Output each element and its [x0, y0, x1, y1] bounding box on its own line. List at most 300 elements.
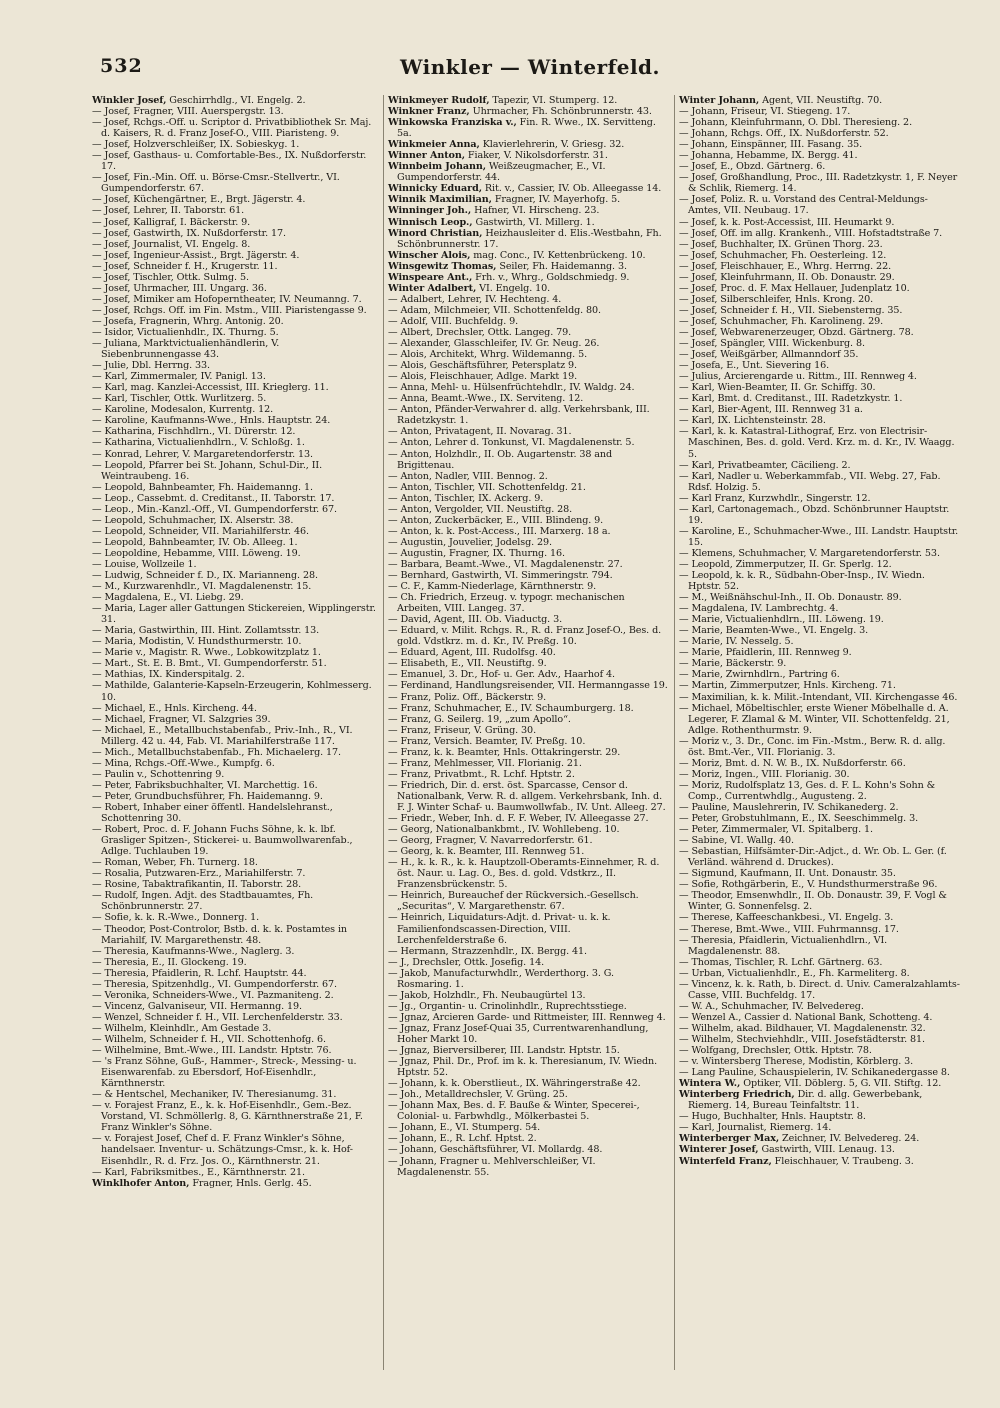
entry-details: — Josef, Gastwirth, IX. Nußdorferstr. 17.	[92, 227, 286, 239]
entry-details: — Eduard, v. Milit. Rchgs. R., R. d. Franz Josef-O., Bes. d. gold. Vdstkrz. m. d. Kr., IV. Preßg. 10.	[388, 625, 662, 648]
entry-details: — Wolfgang, Drechsler, Ottk. Hptstr. 78.	[679, 1045, 872, 1057]
directory-entry	[679, 272, 960, 283]
directory-entry	[679, 879, 960, 890]
entry-details: — Theodor, Post-Controlor, Bstb. d. k. k. Postamtes in Mariahilf, IV. Margarethenstr. 48.	[92, 923, 347, 946]
directory-entry	[92, 824, 378, 857]
directory-entry	[92, 625, 378, 636]
entry-details: — Josef, Kleinfuhrmann, II. Ob. Donaustr. 29.	[679, 271, 895, 283]
entry-details: — Isidor, Victualienhdlr., IX. Thurng. 5.	[92, 326, 279, 338]
entry-details: — Barbara, Beamt.-Wwe., VI. Magdalenenstr. 27.	[388, 558, 623, 570]
directory-entry	[92, 658, 378, 669]
entry-details: Fleischhauer, V. Traubeng. 3.	[774, 1155, 914, 1167]
directory-entry	[92, 791, 378, 802]
entry-details: — Josef, Off. im allg. Krankenh., VIII. Hofstadtstraße 7.	[679, 227, 943, 239]
directory-entry	[388, 360, 669, 371]
entry-details: — Josef, Schuhmacher, Fh. Oesterleing. 12.	[679, 249, 887, 261]
directory-entry	[679, 95, 960, 106]
directory-entry	[679, 150, 960, 161]
entry-details: — Emanuel, 3. Dr., Hof- u. Ger. Adv., Haarhof 4.	[388, 669, 615, 681]
running-title: Winkler — Winterfeld.	[399, 55, 660, 79]
entry-details: — Josef, Uhrmacher, III. Ungarg. 36.	[92, 282, 267, 294]
directory-entry	[388, 382, 669, 393]
entry-details: — v. Wintersberg Therese, Modistin, Körblerg. 3.	[679, 1056, 914, 1068]
directory-entry	[679, 680, 960, 691]
directory-entry	[92, 1001, 378, 1012]
entry-details: — Josef, Schuhmacher, Fh. Karolineng. 29.	[679, 315, 884, 327]
directory-entry	[679, 703, 960, 736]
entry-details: — M., Kurzwarenhdlr., VI. Magdalenenstr. 15.	[92, 581, 312, 593]
directory-entry	[388, 625, 669, 647]
directory-entry	[388, 327, 669, 338]
directory-entry	[92, 890, 378, 912]
directory-entry	[92, 1133, 378, 1166]
directory-entry	[92, 979, 378, 990]
directory-entry	[388, 106, 669, 117]
entry-details: — Mina, Rchgs.-Off.-Wwe., Kumpfg. 6.	[92, 757, 275, 769]
directory-entry	[388, 272, 669, 283]
entry-details: — Urban, Victualienhdlr., E., Fh. Karmeliterg. 8.	[679, 967, 910, 979]
entry-details: — Karl, Nadler u. Weberkammfab., VII. Webg. 27, Fab. Rdsf. Holzig. 5.	[679, 470, 941, 493]
directory-entry	[679, 283, 960, 294]
entry-details: — Joh., Metalldrechsler, V. Grüng. 25.	[388, 1089, 568, 1101]
entry-details: — Maria, Gastwirthin, III. Hint. Zollamtsstr. 13.	[92, 625, 320, 637]
entry-details: Heizhausleiter d. Elis.-Westbahn, Fh. Schönbrunnerstr. 17.	[397, 227, 662, 250]
directory-entry	[679, 1067, 960, 1078]
entry-surname: Winter Adalbert,	[388, 282, 477, 294]
entry-details: — J., Drechsler, Ottk. Josefig. 14.	[388, 956, 545, 968]
entry-details: — Jgnaz, Arcieren Garde- und Rittmeister, III. Rennweg 4.	[388, 1011, 666, 1023]
entry-details: — C. F., Kamm-Niederlage, Kärnthnerstr. 9.	[388, 581, 597, 593]
entry-surname: Winterberg Friedrich,	[679, 1089, 795, 1101]
directory-entry	[92, 95, 378, 106]
entry-details: — Franz, Privatbmt., R. Lchf. Hptstr. 2.	[388, 768, 575, 780]
entry-surname: Winord Christian,	[388, 227, 483, 239]
directory-entry	[679, 172, 960, 194]
entry-details: — Johann, Kleinfuhrmann, O. Dbl. Theresieng. 2.	[679, 117, 913, 129]
directory-entry	[388, 139, 669, 150]
directory-entry	[92, 228, 378, 239]
directory-entry	[679, 305, 960, 316]
directory-entry	[388, 736, 669, 747]
entry-details: — Theodor, Emsenwhdlr., II. Ob. Donaustr. 39, F. Vogl & Winter, G. Sonnenfelsg. 2.	[679, 890, 947, 913]
directory-entry	[92, 515, 378, 526]
entry-details: — Sigmund, Kaufmann, II. Unt. Donaustr. 35.	[679, 868, 896, 880]
directory-entry	[388, 504, 669, 515]
directory-entry	[679, 426, 960, 459]
directory-entry	[92, 360, 378, 371]
entry-details: — Karl Franz, Kurzwhdlr., Singerstr. 12.	[679, 492, 871, 504]
directory-entry	[92, 217, 378, 228]
entry-surname: Winnicky Eduard,	[388, 183, 482, 195]
entry-details: — Rudolf, Ingen. Adjt. des Stadtbauamtes, Fh. Schönbrunnerstr. 27.	[92, 890, 314, 913]
entry-details: — Theresia, E., II. Glockeng. 19.	[92, 956, 247, 968]
directory-entry	[388, 371, 669, 382]
entry-details: — Karl, mag. Kanzlei-Accessist, III. Kriegłerg. 11.	[92, 382, 329, 394]
page-header	[100, 55, 960, 85]
entry-details: — Wilhelm, akad. Bildhauer, VI. Magdalenenstr. 32.	[679, 1022, 926, 1034]
directory-entry	[92, 250, 378, 261]
directory-entry	[679, 471, 960, 493]
entry-details: — Josef, k. k. Post-Accessist, III. Heumarkt 9.	[679, 216, 895, 228]
directory-entry	[679, 1111, 960, 1122]
directory-entry	[388, 493, 669, 504]
entry-details: — Moriz, Rudolfsplatz 13, Ges. d. F. L. Kohn's Sohn & Comp., Currentwhdlg., Augusteng. 2.	[679, 779, 936, 802]
directory-entry	[92, 714, 378, 725]
directory-entry	[388, 857, 669, 890]
entry-details: — Albert, Drechsler, Ottk. Langeg. 79.	[388, 326, 572, 338]
entry-details: — Karl, Tischler, Ottk. Wurlitzerg. 5.	[92, 393, 267, 405]
entry-surname: Winkmeyer Rudolf,	[388, 95, 490, 106]
directory-entry	[92, 636, 378, 647]
entry-details: — Eduard, Agent, III. Rudolfsg. 40.	[388, 647, 556, 659]
directory-entry	[388, 117, 669, 139]
entry-details: — Thomas, Tischler, R. Lchf. Gärtnerg. 63.	[679, 956, 883, 968]
entry-details: — Ch. Friedrich, Erzeug. v. typogr. mechanischen Arbeiten, VIII. Langeg. 37.	[388, 592, 625, 615]
directory-entry	[679, 548, 960, 559]
directory-entry	[388, 846, 669, 857]
directory-entry	[92, 316, 378, 327]
directory-entry	[388, 725, 669, 736]
entry-details: — Wilhelm, Stechviehhdlr., VIII. Josefstädterstr. 81.	[679, 1033, 925, 1045]
entry-details: — Julius, Arcierengarde u. Rittm., III. Rennweg 4.	[679, 371, 917, 383]
directory-entry	[92, 305, 378, 316]
entry-details: — Marie, Pfaidlerin, III. Rennweg 9.	[679, 647, 852, 659]
entry-details: — Johann, Einspänner, III. Fasang. 35.	[679, 139, 863, 151]
directory-entry	[92, 482, 378, 493]
entry-details: — Konrad, Lehrer, V. Margaretendorferstr. 13.	[92, 448, 313, 460]
entry-details: — Mathilde, Galanterie-Kapseln-Erzeugerin, Kohlmesserg. 10.	[92, 680, 372, 703]
directory-entry	[92, 382, 378, 393]
entry-details: — Josef, Küchengärtner, E., Brgt. Jägerstr. 4.	[92, 194, 306, 206]
directory-entry	[388, 250, 669, 261]
directory-entry	[679, 1156, 960, 1167]
directory-entry	[388, 559, 669, 570]
directory-entry	[388, 150, 669, 161]
directory-entry	[388, 692, 669, 703]
directory-entry	[388, 426, 669, 437]
entry-details: — Theresia, Pfaidlerin, Victualienhdlrn., VI. Magdalenenstr. 88.	[679, 934, 888, 957]
entry-details: — Hugo, Buchhalter, Hnls. Hauptstr. 8.	[679, 1111, 866, 1123]
entry-details: — Theresia, Spitzenhdlg., VI. Gumpendorferstr. 67.	[92, 978, 337, 990]
entry-details: — Josef, Schneider f. H., VII. Siebensterng. 35.	[679, 304, 903, 316]
entry-details: — Karl, Journalist, Riemerg. 14.	[679, 1122, 832, 1134]
entry-details: Agent, VII. Neustiftg. 70.	[762, 95, 883, 106]
entry-details: — Peter, Grobstuhlmann, E., IX. Seeschimmelg. 3.	[679, 813, 919, 825]
directory-entry	[92, 946, 378, 957]
entry-details: — Karoline, E., Schuhmacher-Wwe., III. Landstr. Hauptstr. 15.	[679, 525, 959, 548]
entry-details: — Josef, E., Obzd. Gärtnerg. 6.	[679, 161, 826, 173]
entry-details: — Heinrich, Liquidaturs-Adjt. d. Privat- u. k. k. Familienfondscassen-Direction, VIII. Lerchenfelderstraße 6.	[388, 912, 611, 946]
entry-details: — Johann, Fragner u. Mehlverschleißer, VI. Magdalenenstr. 55.	[388, 1155, 596, 1178]
directory-entry	[388, 283, 669, 294]
directory-entry	[92, 1012, 378, 1023]
entry-surname: Winninger Joh.,	[388, 205, 472, 217]
entry-details: Rit. v., Cassier, IV. Ob. Alleegasse 14.	[484, 183, 662, 195]
directory-entry	[679, 824, 960, 835]
entry-details: Hafner, VI. Hirscheng. 23.	[474, 205, 600, 217]
entry-details: — Franz, Schuhmacher, E., IV. Schaumburgerg. 18.	[388, 702, 634, 714]
entry-details: Fiaker, V. Nikolsdorferstr. 31.	[467, 150, 608, 162]
directory-entry	[679, 1122, 960, 1133]
directory-entry	[92, 1167, 378, 1178]
entry-details: — Peter, Zimmermaler, VI. Spitalberg. 1.	[679, 824, 873, 836]
entry-details: — Peter, Grundbuchsführer, Fh. Haidemanng. 9.	[92, 790, 323, 802]
entry-surname: Winscher Alois,	[388, 249, 471, 261]
entry-details: — Moriz, Ingen., VIII. Florianig. 30.	[679, 768, 850, 780]
directory-entry	[388, 813, 669, 824]
directory-entry	[92, 504, 378, 515]
directory-entry	[92, 205, 378, 216]
directory-entry	[388, 482, 669, 493]
entry-details: — Rosalia, Putzwaren-Erz., Mariahilferstr. 7.	[92, 868, 306, 880]
directory-entry	[92, 261, 378, 272]
directory-entry	[388, 404, 669, 426]
entry-details: — Marie, Victualienhdlrn., III. Löweng. 19.	[679, 614, 884, 626]
entry-details: — Franz, G. Seilerg. 19, „zum Apollo“.	[388, 713, 571, 725]
directory-entry	[92, 1056, 378, 1089]
directory-entry	[92, 968, 378, 979]
entry-details: — Michael, Möbeltischler, erste Wiener Möbelhalle d. A. Legerer, F. Zlamal & M. Winter, VII. Schottenfeldg. 21, Adlge. Rothenthurmstr. 9.	[679, 702, 950, 736]
entry-details: — David, Agent, III. Ob. Viaductg. 3.	[388, 614, 563, 626]
directory-entry	[679, 504, 960, 526]
directory-entry	[679, 1133, 960, 1144]
entry-details: — Augustin, Jouvelier, Jodelsg. 29.	[388, 536, 552, 548]
directory-entry	[679, 592, 960, 603]
directory-entry	[388, 780, 669, 813]
directory-entry	[388, 769, 669, 780]
entry-surname: Wintera W.,	[679, 1078, 741, 1090]
directory-entry	[679, 669, 960, 680]
entry-details: — Josef, Fragner, VIII. Auerspergstr. 13.	[92, 106, 284, 118]
directory-entry	[388, 946, 669, 957]
entry-details: Weißzeugmacher, E., VI. Gumpendorferstr. 44.	[397, 161, 606, 184]
directory-entry	[92, 924, 378, 946]
entry-details: — Marie v., Magistr. R. Wwe., Lobkowitzplatz 1.	[92, 647, 321, 659]
entry-surname: Winkler Josef,	[92, 95, 167, 106]
entry-details: — Peter, Fabriksbuchhalter, VI. Marchettig. 16.	[92, 779, 318, 791]
directory-entry	[92, 338, 378, 360]
entry-details: — Leopold, Bahnbeamter, IV. Ob. Alleeg. 1.	[92, 536, 298, 548]
directory-entry	[679, 1089, 960, 1111]
entry-details: — Jg., Organtin- u. Crinolinhdlr., Ruprechtsstiege.	[388, 1000, 627, 1012]
directory-entry	[92, 449, 378, 460]
directory-entry	[679, 217, 960, 228]
directory-entry	[388, 703, 669, 714]
entry-details: — Magdalena, IV. Lambrechtg. 4.	[679, 603, 839, 615]
directory-entry	[679, 1144, 960, 1155]
entry-details: — Josef, Proc. d. F. Max Hellauer, Judenplatz 10.	[679, 282, 910, 294]
directory-entry	[388, 316, 669, 327]
entry-details: — Josef, Webwarenerzeuger, Obzd. Gärtnerg. 78.	[679, 326, 914, 338]
entry-details: Geschirrhdlg., VI. Engelg. 2.	[169, 95, 306, 106]
entry-details: — Anton, k. k. Post-Access., III. Marxerg. 18 a.	[388, 525, 611, 537]
entry-details: — Adolf, VIII. Buchfeldg. 9.	[388, 315, 519, 327]
entry-details: — Josef, Buchhalter, IX. Grünen Thorg. 23.	[679, 238, 883, 250]
entry-details: — v. Forajest Josef, Chef d. F. Franz Winkler's Söhne, handelsaer. Inventur- u. Schätzungs-Cmsr., k. k. Hof-Eisenhdlr., R. d. Frz. Jos. O., Kärnthnerstr. 21.	[92, 1133, 353, 1167]
directory-entry	[679, 780, 960, 802]
entry-details: — Leop., Min.-Kanzl.-Off., VI. Gumpendorferstr. 67.	[92, 503, 338, 515]
directory-entry	[679, 614, 960, 625]
entry-details: Fin. R. Wwe., IX. Servitteng. 5a.	[397, 117, 656, 140]
directory-entry	[92, 283, 378, 294]
directory-entry	[92, 1034, 378, 1045]
entry-details: — Friedrich, Dir. d. erst. öst. Sparcasse, Censor d. Nationalbank, Verw. R. d. allgem. Verkehrsbank, Inh. d. F. J. Winter Schaf- u. Baumwollwfab., IV. Unt. Alleeg. 27.	[388, 779, 666, 813]
directory-entry	[679, 758, 960, 769]
directory-entry	[92, 294, 378, 305]
entry-details: Zeichner, IV. Belvedereg. 24.	[782, 1133, 920, 1145]
entry-details: — Wenzel, Schneider f. H., VII. Lerchenfelderstr. 33.	[92, 1011, 343, 1023]
directory-entry	[388, 305, 669, 316]
directory-entry	[679, 239, 960, 250]
entry-details: — Vincenz, Galvaniseur, VII. Hermanng. 19.	[92, 1000, 302, 1012]
entry-details: — Therese, Bmt.-Wwe., VIII. Fuhrmannsg. 17.	[679, 923, 899, 935]
directory-entry	[388, 548, 669, 559]
directory-entry	[92, 603, 378, 625]
entry-details: — Lang Pauline, Schauspielerin, IV. Schikanedergasse 8.	[679, 1067, 950, 1079]
entry-details: — Josef, Rchgs. Off. im Fin. Mstm., VIII. Piaristengasse 9.	[92, 304, 367, 316]
directory-entry	[92, 404, 378, 415]
directory-entry	[679, 736, 960, 758]
entry-details: — Klemens, Schuhmacher, V. Margaretendorferstr. 53.	[679, 547, 940, 559]
entry-details: — Marie, Zwirnhdlrn., Partring 6.	[679, 669, 840, 681]
directory-entry	[388, 1056, 669, 1078]
entry-details: — Franz, Versich. Beamter, IV. Preßg. 10.	[388, 735, 586, 747]
directory-entry	[679, 769, 960, 780]
directory-entry	[92, 647, 378, 658]
directory-entry	[92, 957, 378, 968]
entry-details: — Josef, Poliz. R. u. Vorstand des Central-Meldungs-Amtes, VII. Neubaug. 17.	[679, 194, 928, 217]
entry-details: — Maria, Lager aller Gattungen Stickereien, Wipplingerstr. 31.	[92, 603, 376, 626]
entry-details: — Jakob, Holzhdlr., Fh. Neubaugürtel 13.	[388, 989, 586, 1001]
directory-entry	[679, 559, 960, 570]
entry-details: — Josef, Mimiker am Hofoperntheater, IV. Neumanng. 7.	[92, 293, 362, 305]
directory-entry	[92, 868, 378, 879]
entry-details: — Jgnaz, Franz Josef-Quai 35, Currentwarenhandlung, Hoher Markt 10.	[388, 1022, 649, 1045]
directory-entry	[388, 217, 669, 228]
entry-details: — Leopold, Pfarrer bei St. Johann, Schul-Dir., II. Weintraubeng. 16.	[92, 459, 323, 482]
directory-entry	[679, 692, 960, 703]
directory-entry	[679, 194, 960, 216]
directory-entry	[388, 581, 669, 592]
entry-details: Seiler, Fh. Haidemanng. 3.	[499, 260, 627, 272]
directory-entry	[679, 658, 960, 669]
entry-details: — Heinrich, Bureauchef der Rückversich.-Gesellsch. „Securitas“, V. Margarethenstr. 67.	[388, 890, 639, 913]
entry-details: — Anton, Pfänder-Verwahrer d. allg. Verkehrsbank, III. Radetzkystr. 1.	[388, 404, 650, 427]
entry-details: — Josef, Journalist, VI. Engelg. 8.	[92, 238, 251, 250]
entry-details: — & Hentschel, Mechaniker, IV. Theresianumg. 31.	[92, 1089, 337, 1101]
directory-entry	[92, 581, 378, 592]
directory-entry	[679, 846, 960, 868]
entry-surname: Winterer Josef,	[679, 1144, 759, 1156]
entry-details: — Michael, E., Metallbuchstabenfab., Priv.-Inh., R., VI. Millerg. 42 u. 44, Fab. VI. Mariahilferstraße 117.	[92, 724, 353, 747]
directory-entry	[388, 228, 669, 250]
entry-details: — Marie, Beamten-Wwe., VI. Engelg. 3.	[679, 625, 869, 637]
directory-entry	[388, 592, 669, 614]
directory-entry	[92, 592, 378, 603]
entry-details: — Mathias, IX. Kinderspitalg. 2.	[92, 669, 245, 681]
directory-entry	[92, 371, 378, 382]
directory-entry	[388, 714, 669, 725]
entry-details: Gastwirth, VIII. Lenaug. 13.	[761, 1144, 895, 1156]
entry-details: Frh. v., Whrg., Goldschmiedg. 9.	[475, 271, 630, 283]
directory-entry	[388, 835, 669, 846]
directory-entry	[388, 890, 669, 912]
entry-details: — Johanna, Hebamme, IX. Bergg. 41.	[679, 150, 858, 162]
directory-entry	[388, 1122, 669, 1133]
directory-entry	[388, 437, 669, 448]
entry-details: — Leopold, k. k. R., Südbahn-Ober-Insp., IV. Wiedn. Hptstr. 52.	[679, 570, 925, 593]
entry-details: — Friedr., Weber, Inh. d. F. F. Weber, IV. Alleegasse 27.	[388, 813, 649, 825]
directory-entry	[679, 327, 960, 338]
directory-entry	[92, 669, 378, 680]
directory-entry	[679, 338, 960, 349]
entry-details: — Josefa, Fragnerin, Whrg. Antonig. 20.	[92, 315, 284, 327]
entry-details: — Leopold, Schuhmacher, IX. Alserstr. 38.	[92, 514, 294, 526]
directory-entry	[679, 924, 960, 935]
directory-entry	[388, 349, 669, 360]
entry-details: — Josef, Holzverschleißer, IX. Sobieskyg. 1.	[92, 139, 300, 151]
entry-surname: Winterberger Max,	[679, 1133, 780, 1145]
entry-details: — Josef, Gasthaus- u. Comfortable-Bes., IX. Nußdorferstr. 17.	[92, 150, 367, 173]
entry-details: — Karl, Fabriksmitbes., E., Kärnthnerstr. 21.	[92, 1166, 305, 1178]
directory-entry	[388, 1023, 669, 1045]
directory-entry	[92, 393, 378, 404]
entry-details: — Michael, Fragner, VI. Salzgries 39.	[92, 713, 271, 725]
entry-details: — Anton, Tischler, IX. Ackerg. 9.	[388, 492, 544, 504]
entry-details: — Johann, Geschäftsführer, VI. Mollardg. 48.	[388, 1144, 603, 1156]
entry-details: — Leopoldine, Hebamme, VIII. Löweng. 19.	[92, 547, 301, 559]
directory-entry	[388, 393, 669, 404]
entry-details: — Wilhelmine, Bmt.-Wwe., III. Landstr. Hptstr. 76.	[92, 1045, 332, 1057]
directory-entry	[679, 603, 960, 614]
directory-entry	[679, 912, 960, 923]
entry-details: — Georg, k. k. Beamter, III. Rennweg 51.	[388, 846, 585, 858]
entry-details: — Josef, Großhandlung, Proc., III. Radetzkystr. 1, F. Neyer & Schlik, Riemerg. 14.	[679, 172, 958, 195]
directory-entry	[388, 1045, 669, 1056]
entry-surname: Winner Anton,	[388, 150, 465, 162]
directory-entry	[679, 1001, 960, 1012]
directory-entry	[388, 758, 669, 769]
directory-entry	[679, 106, 960, 117]
directory-entry	[92, 1023, 378, 1034]
directory-entry	[679, 393, 960, 404]
directory-entry	[388, 471, 669, 482]
directory-entry	[679, 128, 960, 139]
directory-entry	[92, 780, 378, 791]
entry-details: — Juliana, Marktvictualienhändlerin, V. Siebenbrunnengasse 43.	[92, 338, 280, 361]
entry-details: — Josef, Kalligraf, I. Bäckerstr. 9.	[92, 216, 251, 228]
directory-entry	[92, 327, 378, 338]
entry-details: — Anton, Holzhdlr., II. Ob. Augartenstr. 38 and Brigittenau.	[388, 448, 613, 471]
directory-entry	[679, 957, 960, 968]
directory-entry	[679, 349, 960, 360]
entry-details: — Jakob, Manufacturwhdlr., Werderthorg. 3. G. Rosmaring. 1.	[388, 967, 614, 990]
directory-entry	[388, 1156, 669, 1178]
entry-details: — Karl, k. k. Katastral-Lithograf, Erz. von Electrisir-Maschinen, Bes. d. gold. Verd. Krz. m. d. Kr., IV. Waagg. 5.	[679, 426, 955, 460]
directory-entry	[92, 758, 378, 769]
directory-entry	[92, 106, 378, 117]
directory-entry	[679, 625, 960, 636]
directory-entry	[679, 360, 960, 371]
directory-entry	[388, 990, 669, 1001]
directory-entry	[679, 415, 960, 426]
directory-entry	[92, 747, 378, 758]
directory-entry	[92, 150, 378, 172]
entry-details: — Johann, k. k. Oberstlieut., IX. Währingerstraße 42.	[388, 1078, 641, 1090]
entry-details: — Vincenz, k. k. Rath, b. Direct. d. Univ. Cameralzahlamts-Casse, VIII. Buchfeldg. 17.	[679, 978, 960, 1001]
directory-entry	[388, 658, 669, 669]
directory-entry	[679, 139, 960, 150]
